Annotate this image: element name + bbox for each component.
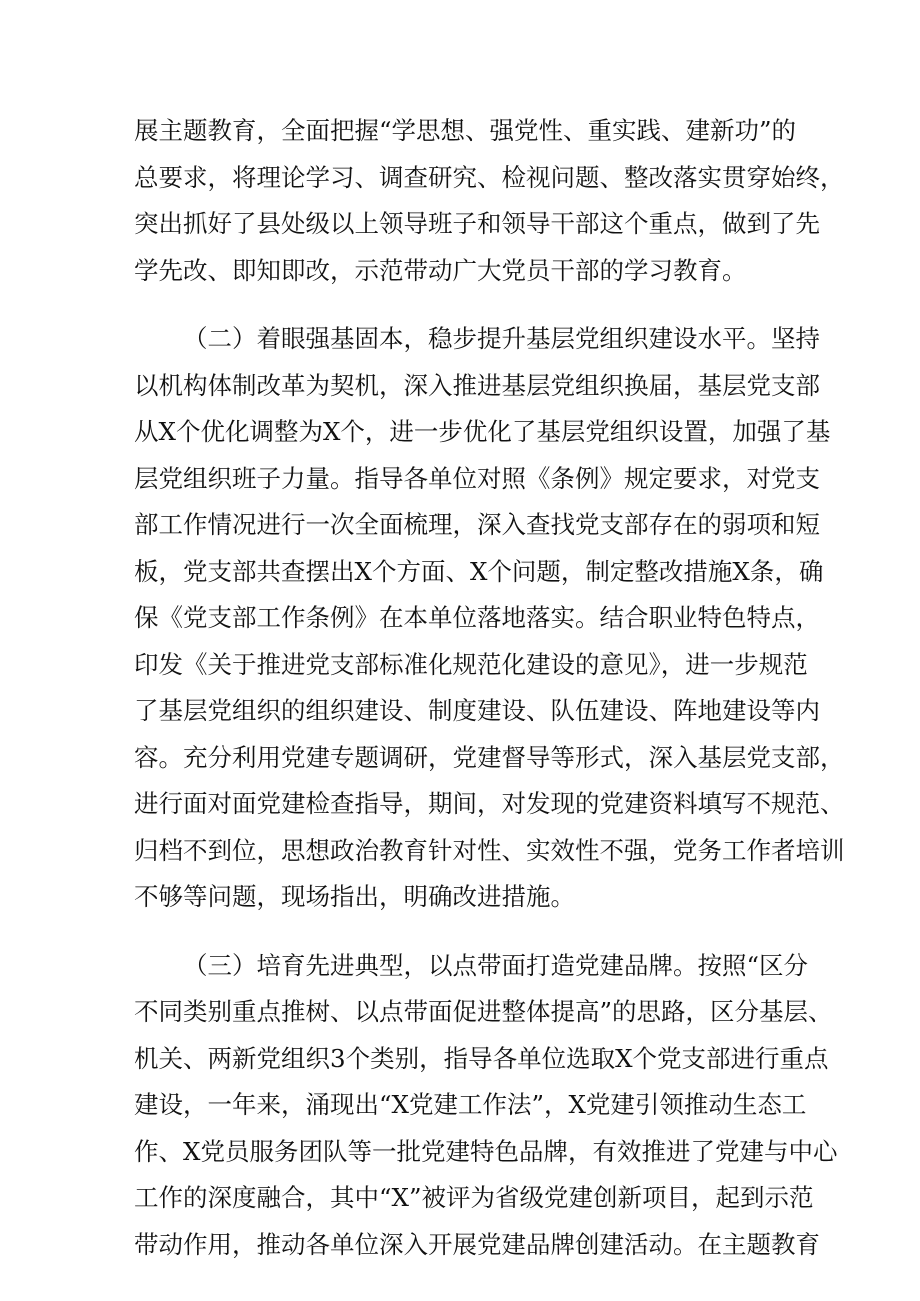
text-line: 工作的深度融合，其中“X”被评为省级党建创新项目，起到示范 [134, 1183, 814, 1212]
text-line: 展主题教育，全面把握“学思想、强党性、重实践、建新功”的 [134, 116, 797, 145]
text-line: 不够等问题，现场指出，明确改进措施。 [134, 882, 575, 911]
text-line: 以机构体制改革为契机，深入推进基层党组织换届，基层党支部 [134, 370, 820, 400]
text-line: 从X个优化调整为X个，进一步优化了基层党组织设置，加强了基 [134, 417, 831, 446]
text-line: 机关、两新党组织3个类别，指导各单位选取X个党支部进行重点 [134, 1043, 829, 1073]
paragraph-gap [134, 294, 794, 316]
text-line: 了基层党组织的组织建设、制度建设、队伍建设、阵地建设等内 [134, 696, 820, 725]
text-line: 建设，一年来，涌现出“X党建工作法”，X党建引领推动生态工 [134, 1090, 807, 1119]
paragraph [134, 943, 838, 1269]
text-line: 进行面对面党建检查指导，期间，对发现的党建资料填写不规范、 [134, 789, 845, 818]
paragraph [134, 316, 845, 921]
text-line: 板，党支部共查摆出X个方面、X个问题，制定整改措施X条，确 [134, 556, 824, 586]
text-line: 部工作情况进行一次全面梳理，深入查找党支部存在的弱项和短 [134, 510, 820, 539]
text-line: 印发《关于推进党支部标准化规范化建设的意见》，进一步规范 [134, 649, 808, 679]
text-line: 归档不到位，思想政治教育针对性、实效性不强，党务工作者培训 [134, 835, 845, 865]
text-line: 保《党支部工作条例》在本单位落地落实。结合职业特色特点， [134, 603, 820, 632]
text-line: 带动作用，推动各单位深入开展党建品牌创建活动。在主题教育 [134, 1229, 820, 1259]
text-line: 学先改、即知即改，示范带动广大党员干部的学习教育。 [134, 255, 747, 285]
text-line: （二）着眼强基固本，稳步提升基层党组织建设水平。坚持 [183, 324, 820, 353]
paragraph-gap [134, 921, 794, 943]
text-line: 作、X党员服务团队等一批党建特色品牌，有效推进了党建与中心 [134, 1136, 838, 1166]
document-body [134, 108, 845, 1268]
text-line: 不同类别重点推树、以点带面促进整体提高”的思路，区分基层、 [134, 997, 833, 1026]
text-line: 突出抓好了县处级以上领导班子和领导干部这个重点，做到了先 [134, 209, 820, 238]
text-line: 层党组织班子力量。指导各单位对照《条例》规定要求，对党支 [134, 463, 820, 493]
paragraph [134, 108, 845, 294]
text-line: 总要求，将理论学习、调查研究、检视问题、整改落实贯穿始终， [134, 162, 845, 192]
text-line: 容。充分利用党建专题调研，党建督导等形式，深入基层党支部， [134, 742, 845, 772]
text-line: （三）培育先进典型，以点带面打造党建品牌。按照“区分 [183, 950, 809, 980]
